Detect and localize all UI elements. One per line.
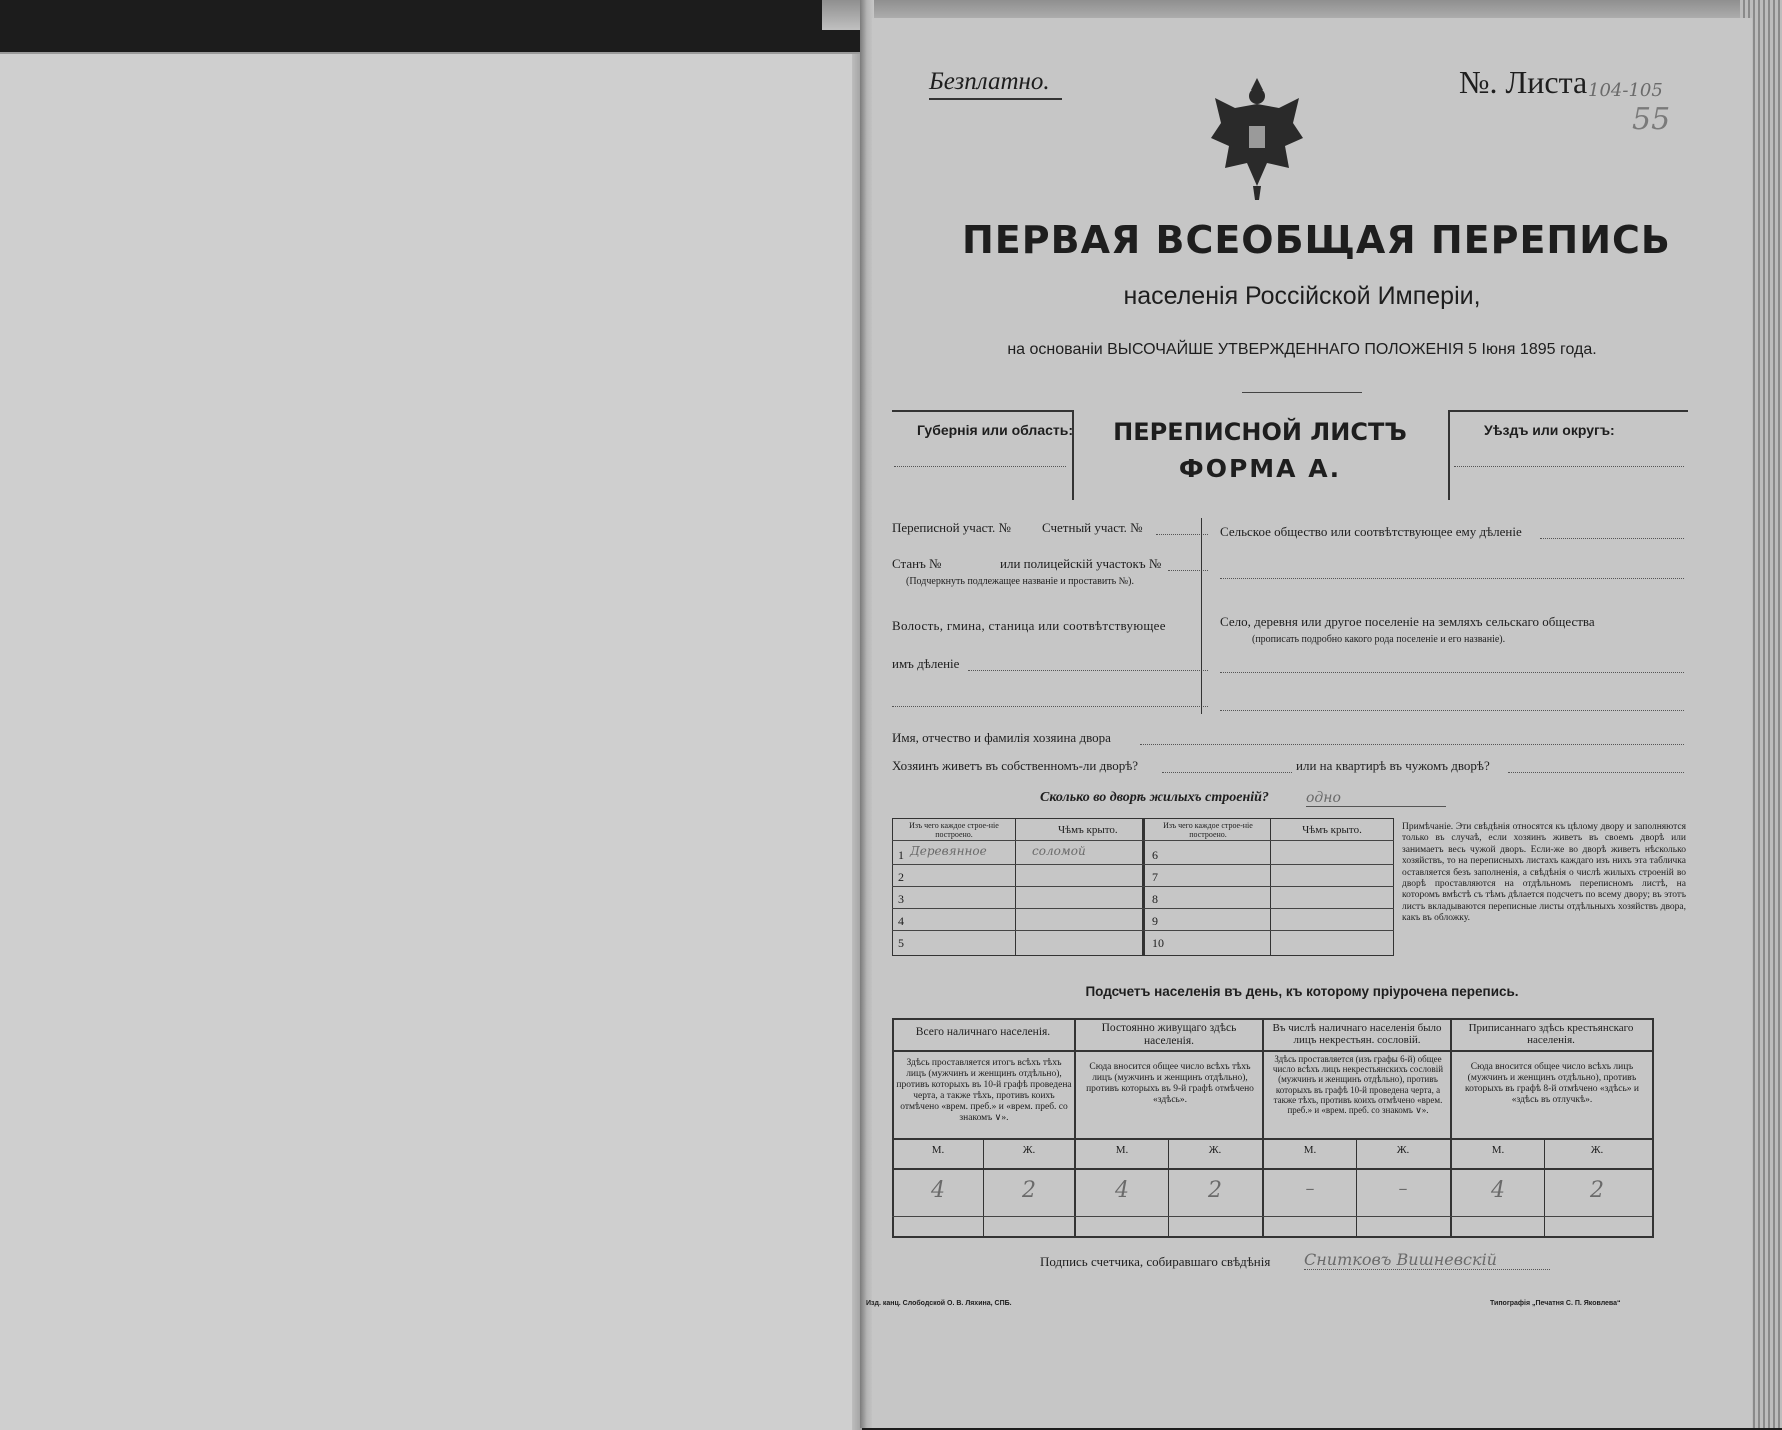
tally-col-4-m-value: 4 [1491,1178,1505,1203]
tally-title: Подсчетъ населенія въ день, къ которому пріурочена перепись. [1085,984,1519,999]
building-1-roof: соломой [1032,844,1086,858]
volost-field [968,670,1208,671]
tally-col-3-head: Въ числѣ наличнаго населенія было лицъ некрестьян. сословій. [1272,1022,1442,1046]
tally-col-1-m-value: 4 [931,1178,945,1203]
stamp-number: 55 [1632,102,1671,137]
tally-col-1-f-value: 2 [1022,1178,1036,1203]
owner-lives-field [1162,772,1292,773]
village-note: (прописать подробно какого рода поселеніе и его названіе). [1252,634,1506,645]
tally-col-1-f-label: Ж. [1022,1144,1036,1156]
stan-label: Станъ № [892,556,942,571]
legal-basis: на основаніи ВЫСОЧАЙШЕ УТВЕРЖДЕННАГО ПОЛОЖЕНІЯ 5 Іюня 1895 года. [1007,341,1597,358]
tally-col-1-head: Всего наличнаго населенія. [915,1026,1051,1038]
imperial-eagle-emblem [1207,68,1307,208]
rural-society-field [1540,538,1684,539]
building-row-number: 10 [1152,936,1164,950]
free-label: Безплатно. [929,68,1062,100]
buildings-col-material-right: Изъ чего каждое строе-ніе построено. [1163,821,1253,839]
census-section-label: Переписной участ. № [892,520,1011,535]
building-row-number: 4 [898,914,904,928]
volost-label: Волость, гмина, станица или соотвѣтствующее [892,618,1166,633]
building-1-material: Деревянное [910,844,987,858]
tally-col-4-f-value: 2 [1590,1178,1604,1203]
form-title: ПЕРВАЯ ВСЕОБЩАЯ ПЕРЕПИСЬ [962,218,1671,262]
buildings-col-roof-right: Чѣмъ крыто. [1302,824,1362,836]
tally-col-1-m-label: М. [931,1144,945,1156]
tally-col-2-f-value: 2 [1208,1178,1222,1203]
left-blank-page [0,52,862,1430]
uyezd-label: Уѣздъ или округъ: [1484,422,1615,438]
rural-society-label: Сельское общество или соотвѣтствующее ему дѣленіе [1220,524,1522,539]
building-row-number: 9 [1152,914,1158,928]
building-row-number: 2 [898,870,904,884]
buildings-question: Сколько во дворѣ жилыхъ строеній? [1040,790,1269,805]
tally-col-4-f-label: Ж. [1590,1144,1604,1156]
building-row-number: 8 [1152,892,1158,906]
tally-col-3-desc: Здѣсь проставляется (изъ графы 6-й) общее число всѣхъ лицъ некрестьянскихъ сословій (мужчинъ и женщинъ отдѣльно), противъ которыхъ въ графѣ 10-й проведена черта, а также тѣхъ, противъ коихъ отмѣчено «врем. преб.» и «врем. преб. со знакомъ ∨». [1272,1054,1444,1116]
village-field-2 [1220,710,1684,711]
ornament-divider [1242,392,1362,393]
tally-col-3-f-label: Ж. [1396,1144,1410,1156]
tally-col-3-m-value: – [1305,1178,1315,1199]
tally-col-4-desc: Сюда вносится общее число всѣхъ лицъ (мужчинъ и женщинъ отдѣльно), противъ которыхъ въ графѣ 8-й отмѣчено «здѣсь» и «здѣсь въ отлучкѣ». [1464,1062,1640,1105]
rural-society-field-2 [1220,578,1684,579]
village-label: Село, деревня или другое поселеніе на земляхъ сельскаго общества [1220,614,1595,629]
underline-note: (Подчеркнуть подлежащее названіе и проставить №). [906,576,1134,587]
tally-col-3-m-label: М. [1303,1144,1317,1156]
footer-left-print: Изд. канц. Слободской О. В. Ляхина, СПБ. [866,1300,1012,1307]
owner-lives-field-2 [1508,772,1684,773]
buildings-answer: одно [1306,790,1446,807]
buildings-col-material: Изъ чего каждое строе-ніе построено. [909,821,999,839]
tally-col-2-desc: Сюда вносится общее число всѣхъ тѣхъ лицъ (мужчинъ и женщинъ отдѣльно), противъ которыхъ въ 9-й графѣ отмѣчено «здѣсь». [1086,1062,1254,1105]
tally-col-2-f-label: Ж. [1208,1144,1222,1156]
owner-lives-label: Хозяинъ живетъ въ собственномъ-ли дворѣ? [892,758,1139,773]
village-field [1220,672,1684,673]
police-section-label: или полицейскій участокъ № [1000,556,1162,571]
counting-section-label: Счетный участ. № [1042,520,1143,535]
tally-col-2-m-value: 4 [1115,1178,1129,1203]
owner-name-field [1140,744,1684,745]
census-form-page [866,18,1752,1428]
signature-label: Подпись счетчика, собиравшаго свѣдѣнія [1040,1254,1271,1269]
building-row-number: 3 [898,892,904,906]
uyezd-field [1454,466,1684,467]
tally-col-2-m-label: М. [1115,1144,1129,1156]
tally-col-4-head: Приписаннаго здѣсь крестьянскаго населенія. [1468,1022,1634,1046]
building-row-number: 6 [1152,848,1158,862]
building-row-number: 1 [898,848,904,862]
tally-col-4-m-label: М. [1491,1144,1505,1156]
signature-value: Снитковъ Вишневскій [1304,1250,1550,1270]
volost-field-2 [892,706,1208,707]
buildings-note: Примѣчаніе. Эти свѣдѣнія относятся къ цѣлому двору и заполняются только въ случаѣ, если хозяинъ живетъ въ своемъ дворѣ или занимаетъ весь чужой дворъ. Если-же во дворѣ живетъ нѣсколько хозяйствъ, то на переписныхъ листахъ каждаго изъ нихъ эта табличка оставляется безъ заполненія, а свѣдѣнія о числѣ жилыхъ строеній во дворѣ проставляются на отдѣльномъ переписномъ листѣ, на которомъ вмѣстѣ съ тѣмъ дѣлается подсчетъ по всему двору; въ этотъ листъ вкладываются переписные листы отдѣльныхъ хозяйствъ двора, какъ въ обложку. [1402,822,1686,924]
form-subtitle: населенія Россійской Имперіи, [1123,282,1481,310]
tally-col-2-head: Постоянно живущаго здѣсь населенія. [1101,1022,1237,1047]
guberniya-field [894,466,1066,467]
police-section-field [1168,570,1208,571]
building-row-number: 7 [1152,870,1158,884]
owner-lives-label-2: или на квартирѣ въ чужомъ дворѣ? [1296,758,1490,773]
sheet-number-value: 104-105 [1588,80,1663,101]
sheet-number-label: №. Листа [1459,64,1588,100]
form-name: ФОРМА А. [1178,454,1342,483]
buildings-col-roof: Чѣмъ крыто. [1058,824,1118,836]
footer-right-print: Типографія „Печатня С. П. Яковлева“ [1490,1300,1621,1307]
guberniya-label: Губернія или область: [917,422,1074,438]
building-row-number: 5 [898,936,904,950]
tally-col-1-desc: Здѣсь проставляется итогъ всѣхъ тѣхъ лицъ (мужчинъ и женщинъ отдѣльно), противъ которыхъ въ 10-й графѣ проведена черта, а также тѣхъ, противъ коихъ отмѣчено «врем. преб.» и «врем. преб. со знакомъ ∨». [896,1058,1072,1123]
sheet-title: ПЕРЕПИСНОЙ ЛИСТЪ [1113,418,1407,446]
owner-name-label: Имя, отчество и фамилія хозяина двора [892,730,1111,745]
volost-label-2: имъ дѣленіе [892,656,960,671]
tally-col-3-f-value: – [1398,1178,1408,1199]
